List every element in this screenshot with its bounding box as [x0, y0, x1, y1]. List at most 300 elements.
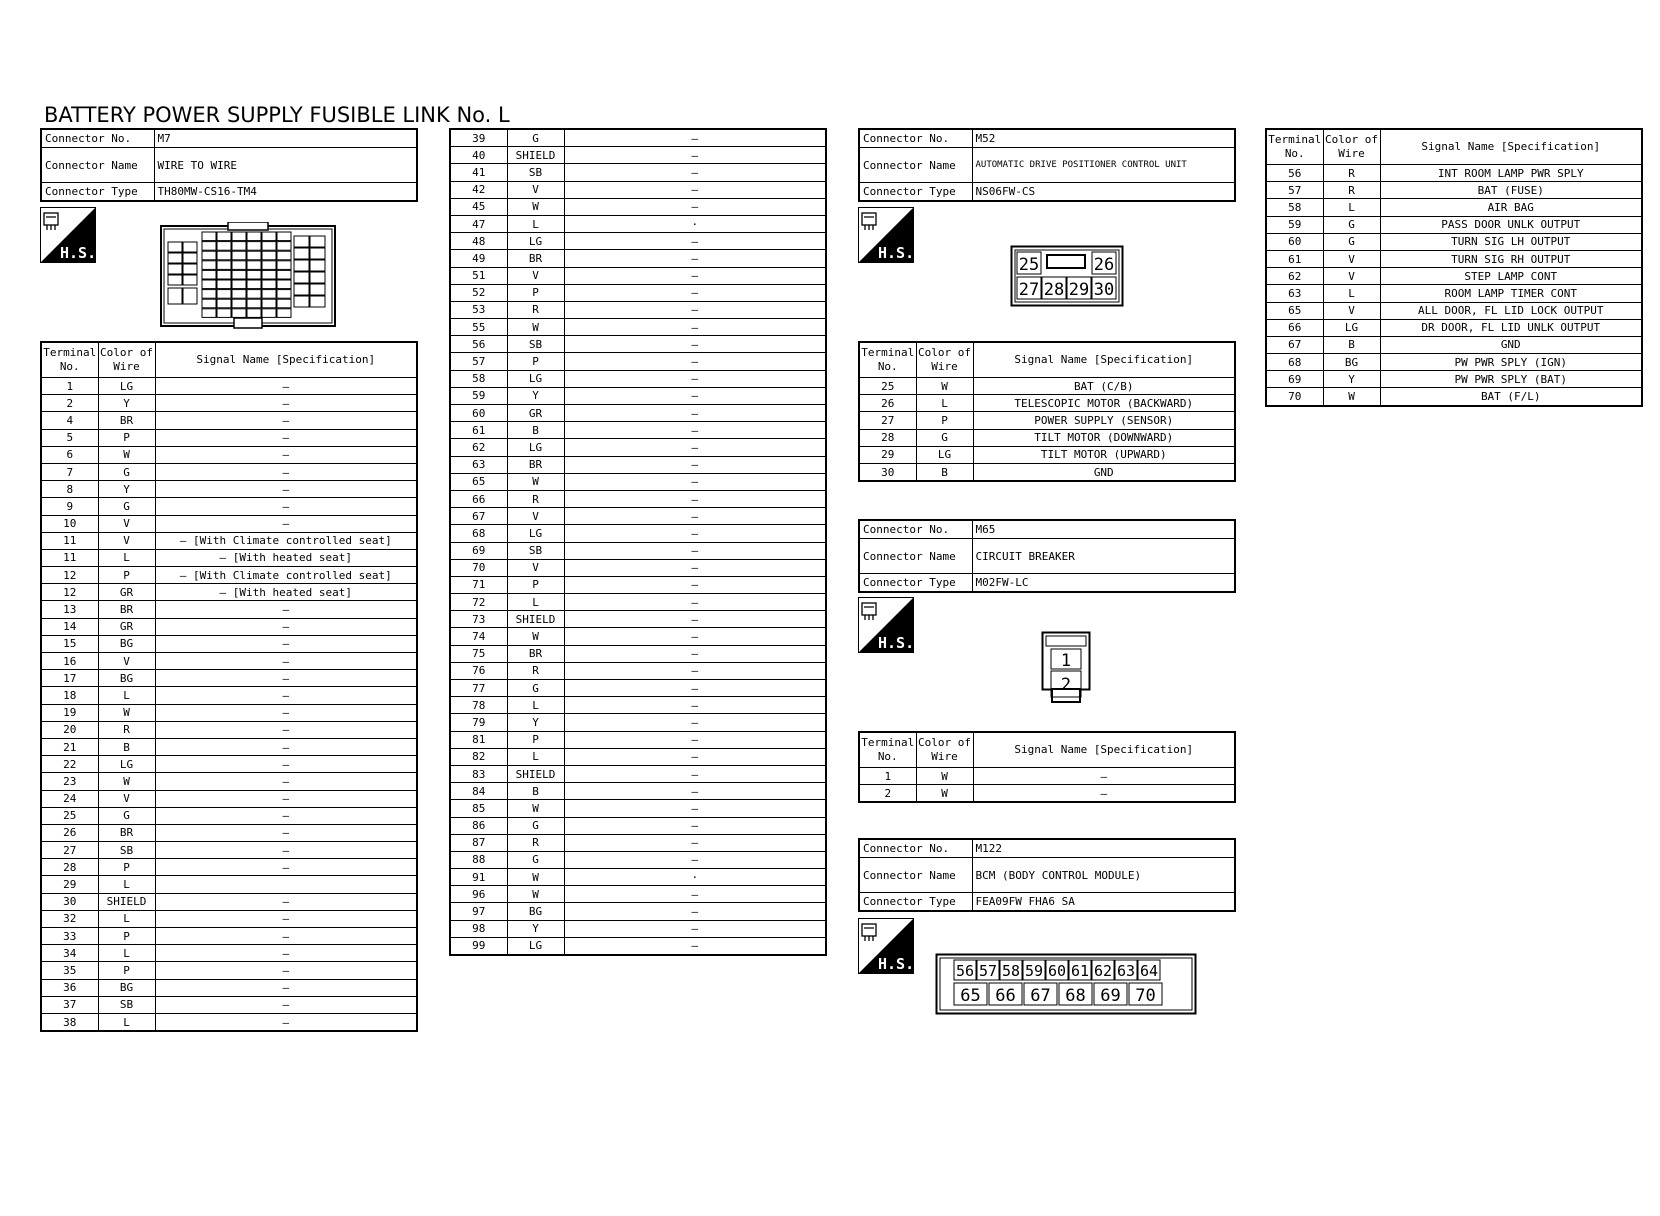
wire-color: B: [1323, 336, 1380, 353]
terminal-no: 37: [41, 996, 98, 1013]
terminal-no: 12: [41, 584, 98, 601]
wire-color: P: [98, 928, 155, 945]
table-row: [450, 215, 826, 232]
wire-color: BG: [98, 979, 155, 996]
table-row: [859, 446, 1235, 463]
table-row: [1266, 285, 1642, 302]
connector-type-label: Connector Type: [859, 183, 972, 202]
table-row: [450, 748, 826, 765]
terminal-no: 82: [450, 748, 507, 765]
wire-color: L: [507, 594, 564, 611]
wire-color: V: [98, 515, 155, 532]
table-row: [41, 842, 417, 859]
signal-name: –: [564, 198, 826, 215]
table-row: [450, 405, 826, 422]
terminal-no: 29: [41, 876, 98, 893]
m122-pin: 68: [1065, 986, 1086, 1006]
table-row: [41, 962, 417, 979]
wire-color: G: [98, 807, 155, 824]
wire-color: W: [507, 628, 564, 645]
terminal-no: 59: [450, 387, 507, 404]
signal-name: –: [564, 817, 826, 834]
table-row: [41, 945, 417, 962]
color-of-wire-header: Color of Wire: [916, 342, 973, 378]
signal-name: –: [155, 635, 417, 652]
signal-name: –: [564, 748, 826, 765]
hs-label: H.S.: [60, 244, 96, 262]
table-row: [41, 515, 417, 532]
wire-color: V: [507, 267, 564, 284]
table-row: [450, 267, 826, 284]
terminal-no: 58: [450, 370, 507, 387]
terminal-no: 59: [1266, 216, 1323, 233]
m122-pin: 63: [1116, 962, 1136, 980]
wire-color: Y: [507, 714, 564, 731]
wire-color: LG: [507, 233, 564, 250]
wire-color: L: [916, 395, 973, 412]
table-row: [450, 542, 826, 559]
wire-color: V: [1323, 302, 1380, 319]
signal-name: –: [564, 250, 826, 267]
table-row: [41, 412, 417, 429]
table-row: [450, 886, 826, 903]
terminal-no: 75: [450, 645, 507, 662]
signal-name: –: [155, 670, 417, 687]
signal-name: –: [155, 910, 417, 927]
wire-color: G: [916, 429, 973, 446]
signal-name: –: [564, 525, 826, 542]
terminal-no: 67: [1266, 336, 1323, 353]
terminal-no: 7: [41, 463, 98, 480]
table-row: [450, 628, 826, 645]
m52-pin: 29: [1068, 280, 1090, 300]
signal-name: ALL DOOR, FL LID LOCK OUTPUT: [1380, 302, 1642, 319]
m122-pin: 59: [1024, 962, 1044, 980]
signal-name: TURN SIG LH OUTPUT: [1380, 233, 1642, 250]
wire-color: G: [1323, 233, 1380, 250]
terminal-no: 66: [450, 490, 507, 507]
signal-name: –: [564, 611, 826, 628]
table-row: [41, 481, 417, 498]
wire-color: BR: [507, 456, 564, 473]
terminal-no: 62: [1266, 268, 1323, 285]
wire-color: W: [507, 886, 564, 903]
table-row: [450, 662, 826, 679]
terminal-no: 40: [450, 147, 507, 164]
table-row: [450, 233, 826, 250]
table-row: [1266, 199, 1642, 216]
table-row: [450, 611, 826, 628]
connector-name-label: Connector Name: [859, 148, 972, 183]
wire-color: V: [507, 559, 564, 576]
m122-connector-no: M122: [972, 839, 1235, 858]
m52-connector-type: NS06FW-CS: [972, 183, 1235, 202]
wire-color: SHIELD: [507, 611, 564, 628]
wire-color: Y: [98, 481, 155, 498]
terminal-no: 70: [1266, 388, 1323, 406]
terminal-no: 65: [1266, 302, 1323, 319]
wire-color: P: [98, 567, 155, 584]
table-row: [41, 704, 417, 721]
signal-name: – [With heated seat]: [155, 549, 417, 566]
table-row: [450, 129, 826, 147]
signal-name: TURN SIG RH OUTPUT: [1380, 250, 1642, 267]
wire-color: Y: [507, 387, 564, 404]
signal-name: AIR BAG: [1380, 199, 1642, 216]
table-row: [450, 714, 826, 731]
connector-no-label: Connector No.: [41, 129, 154, 148]
signal-name: –: [564, 903, 826, 920]
m122-info-table: [858, 838, 1236, 912]
signal-name: –: [564, 628, 826, 645]
table-row: [450, 903, 826, 920]
table-row: [1266, 165, 1642, 182]
wire-color: SB: [98, 996, 155, 1013]
table-row: [41, 446, 417, 463]
signal-name: –: [564, 662, 826, 679]
signal-name: –: [155, 962, 417, 979]
signal-name: –: [155, 859, 417, 876]
terminal-no: 27: [859, 412, 916, 429]
wire-color: BG: [98, 670, 155, 687]
terminal-no: 88: [450, 851, 507, 868]
terminal-no: 85: [450, 800, 507, 817]
wire-color: G: [507, 851, 564, 868]
m7-connector-face: [160, 222, 336, 329]
wire-color: G: [507, 129, 564, 147]
terminal-no: 71: [450, 576, 507, 593]
connector-type-label: Connector Type: [859, 893, 972, 912]
terminal-no: 19: [41, 704, 98, 721]
wire-color: Y: [507, 920, 564, 937]
signal-name: – [With heated seat]: [155, 584, 417, 601]
terminal-no: 79: [450, 714, 507, 731]
signal-name: –: [564, 353, 826, 370]
table-row: [41, 773, 417, 790]
table-row: [41, 567, 417, 584]
table-row: [450, 370, 826, 387]
m52-pin: 26: [1093, 255, 1115, 275]
signal-name: –: [564, 508, 826, 525]
table-row: [450, 508, 826, 525]
m122-pin: 60: [1047, 962, 1067, 980]
terminal-no: 8: [41, 481, 98, 498]
wire-color: L: [1323, 199, 1380, 216]
signal-name: –: [564, 800, 826, 817]
table-row: [1266, 182, 1642, 199]
signal-name: –: [564, 129, 826, 147]
signal-name: BAT (FUSE): [1380, 182, 1642, 199]
terminal-no: 56: [1266, 165, 1323, 182]
wire-color: V: [98, 653, 155, 670]
signal-name: –: [564, 490, 826, 507]
table-row: [450, 765, 826, 782]
signal-name: –: [155, 1013, 417, 1031]
m122-terminal-table: [1265, 128, 1643, 407]
wire-color: V: [1323, 250, 1380, 267]
terminal-no: 35: [41, 962, 98, 979]
terminal-no: 38: [41, 1013, 98, 1031]
terminal-no: 62: [450, 439, 507, 456]
hs-icon: [858, 597, 914, 653]
connector-no-label: Connector No.: [859, 839, 972, 858]
connector-no-label: Connector No.: [859, 129, 972, 148]
terminal-no: 11: [41, 549, 98, 566]
m52-pin: 30: [1093, 280, 1115, 300]
terminal-no: 73: [450, 611, 507, 628]
wire-color: BG: [507, 903, 564, 920]
wire-color: R: [98, 721, 155, 738]
wire-color: L: [98, 687, 155, 704]
signal-name: –: [564, 473, 826, 490]
terminal-no: 36: [41, 979, 98, 996]
signal-name: –: [564, 834, 826, 851]
m65-pin: 1: [1060, 651, 1072, 671]
hs-icon: [40, 207, 96, 263]
m122-pin: 62: [1093, 962, 1113, 980]
table-row: [859, 429, 1235, 446]
terminal-no: 91: [450, 869, 507, 886]
table-row: [450, 319, 826, 336]
wire-color: R: [1323, 182, 1380, 199]
signal-name: –: [564, 370, 826, 387]
signal-name: GND: [973, 463, 1235, 481]
m65-connector-name: CIRCUIT BREAKER: [972, 539, 1235, 574]
wire-color: L: [98, 549, 155, 566]
terminal-no: 4: [41, 412, 98, 429]
signal-name-header: Signal Name [Specification]: [973, 342, 1235, 378]
terminal-no: 14: [41, 618, 98, 635]
signal-name: –: [155, 756, 417, 773]
terminal-no: 30: [41, 893, 98, 910]
table-row: [41, 618, 417, 635]
signal-name: DR DOOR, FL LID UNLK OUTPUT: [1380, 319, 1642, 336]
terminal-no: 26: [41, 824, 98, 841]
terminal-no-header: Terminal No.: [41, 342, 98, 378]
connector-no-label: Connector No.: [859, 520, 972, 539]
table-row: [41, 893, 417, 910]
signal-name: TELESCOPIC MOTOR (BACKWARD): [973, 395, 1235, 412]
terminal-no: 55: [450, 319, 507, 336]
signal-name: ·: [564, 215, 826, 232]
terminal-no: 77: [450, 680, 507, 697]
m7-terminal-table-a: [40, 341, 418, 1032]
terminal-no: 2: [41, 395, 98, 412]
color-of-wire-header: Color of Wire: [916, 732, 973, 768]
table-row: [450, 525, 826, 542]
wire-color: LG: [1323, 319, 1380, 336]
terminal-no: 34: [41, 945, 98, 962]
terminal-no: 76: [450, 662, 507, 679]
terminal-no: 53: [450, 301, 507, 318]
signal-name: TILT MOTOR (UPWARD): [973, 446, 1235, 463]
table-row: [450, 164, 826, 181]
wire-color: P: [507, 576, 564, 593]
wire-color: W: [507, 869, 564, 886]
connector-name-label: Connector Name: [859, 858, 972, 893]
signal-name: –: [155, 498, 417, 515]
terminal-no: 70: [450, 559, 507, 576]
wire-color: GR: [507, 405, 564, 422]
m52-connector-face: [1010, 245, 1124, 307]
signal-name: –: [155, 687, 417, 704]
terminal-no: 72: [450, 594, 507, 611]
wire-color: LG: [98, 756, 155, 773]
signal-name: [155, 876, 417, 893]
signal-name: PASS DOOR UNLK OUTPUT: [1380, 216, 1642, 233]
wire-color: W: [916, 768, 973, 785]
terminal-no: 48: [450, 233, 507, 250]
table-row: [1266, 354, 1642, 371]
signal-name: –: [973, 785, 1235, 803]
terminal-no: 51: [450, 267, 507, 284]
table-row: [41, 721, 417, 738]
wire-color: W: [916, 785, 973, 803]
signal-name: –: [564, 886, 826, 903]
terminal-no: 47: [450, 215, 507, 232]
table-row: [1266, 250, 1642, 267]
signal-name: –: [155, 790, 417, 807]
wire-color: W: [98, 446, 155, 463]
table-row: [41, 928, 417, 945]
signal-name: –: [564, 439, 826, 456]
table-row: [859, 768, 1235, 785]
wire-color: V: [98, 532, 155, 549]
terminal-no: 61: [1266, 250, 1323, 267]
m7-info-table: [40, 128, 418, 202]
wire-color: W: [507, 473, 564, 490]
table-row: [41, 738, 417, 755]
table-row: [450, 387, 826, 404]
table-row: [1266, 233, 1642, 250]
signal-name: –: [155, 515, 417, 532]
wire-color: SB: [98, 842, 155, 859]
table-row: [41, 1013, 417, 1031]
wire-color: G: [507, 817, 564, 834]
signal-name: –: [155, 481, 417, 498]
m122-connector-face: [935, 953, 1197, 1015]
table-row: [41, 532, 417, 549]
signal-name: –: [564, 405, 826, 422]
table-row: [450, 869, 826, 886]
m122-pin: 56: [955, 962, 975, 980]
terminal-no: 58: [1266, 199, 1323, 216]
terminal-no: 1: [859, 768, 916, 785]
connector-name-label: Connector Name: [41, 148, 154, 183]
wire-color: BR: [98, 824, 155, 841]
m122-pin: 61: [1070, 962, 1090, 980]
m122-pin: 57: [978, 962, 998, 980]
wire-color: P: [916, 412, 973, 429]
wire-color: P: [98, 962, 155, 979]
table-row: [450, 336, 826, 353]
m122-pin: 64: [1139, 962, 1159, 980]
wire-color: G: [507, 680, 564, 697]
terminal-no: 20: [41, 721, 98, 738]
signal-name: –: [155, 601, 417, 618]
table-row: [450, 301, 826, 318]
terminal-no: 9: [41, 498, 98, 515]
terminal-no: 81: [450, 731, 507, 748]
terminal-no: 87: [450, 834, 507, 851]
table-row: [450, 490, 826, 507]
wire-color: W: [507, 800, 564, 817]
table-row: [41, 601, 417, 618]
signal-name: STEP LAMP CONT: [1380, 268, 1642, 285]
table-row: [41, 549, 417, 566]
terminal-no: 68: [450, 525, 507, 542]
wire-color: Y: [98, 395, 155, 412]
wire-color: BG: [98, 635, 155, 652]
table-row: [450, 250, 826, 267]
m52-pin: 28: [1043, 280, 1065, 300]
signal-name: ·: [564, 869, 826, 886]
terminal-no: 41: [450, 164, 507, 181]
hs-label: H.S.: [878, 634, 914, 652]
wire-color: R: [507, 301, 564, 318]
terminal-no: 69: [450, 542, 507, 559]
m7-connector-no: M7: [154, 129, 417, 148]
table-row: [41, 824, 417, 841]
terminal-no: 6: [41, 446, 98, 463]
page-title: BATTERY POWER SUPPLY FUSIBLE LINK No. L: [44, 103, 510, 127]
wire-color: L: [507, 697, 564, 714]
table-row: [1266, 302, 1642, 319]
wire-color: LG: [507, 370, 564, 387]
m65-info-table: [858, 519, 1236, 593]
wire-color: SHIELD: [507, 765, 564, 782]
terminal-no: 32: [41, 910, 98, 927]
terminal-no: 86: [450, 817, 507, 834]
m122-pin: 58: [1001, 962, 1021, 980]
signal-name: –: [155, 412, 417, 429]
signal-name: TILT MOTOR (DOWNWARD): [973, 429, 1235, 446]
signal-name: –: [564, 851, 826, 868]
connector-type-label: Connector Type: [41, 183, 154, 202]
wire-color: P: [507, 284, 564, 301]
terminal-no: 25: [859, 378, 916, 395]
table-row: [450, 697, 826, 714]
table-row: [450, 422, 826, 439]
m122-pin: 69: [1100, 986, 1121, 1006]
signal-name: –: [564, 937, 826, 955]
table-row: [450, 920, 826, 937]
terminal-no: 16: [41, 653, 98, 670]
hs-label: H.S.: [878, 955, 914, 973]
signal-name: –: [155, 446, 417, 463]
wire-color: B: [507, 783, 564, 800]
terminal-no: 33: [41, 928, 98, 945]
wire-color: P: [98, 859, 155, 876]
table-row: [450, 731, 826, 748]
signal-name: –: [564, 765, 826, 782]
signal-name: –: [564, 542, 826, 559]
wire-color: W: [98, 773, 155, 790]
wire-color: LG: [507, 439, 564, 456]
wire-color: P: [507, 731, 564, 748]
wire-color: B: [507, 422, 564, 439]
wire-color: BR: [98, 601, 155, 618]
table-row: [1266, 371, 1642, 388]
table-row: [450, 851, 826, 868]
table-row: [41, 498, 417, 515]
signal-name: –: [564, 920, 826, 937]
m52-connector-name: AUTOMATIC DRIVE POSITIONER CONTROL UNIT: [972, 148, 1235, 183]
table-row: [41, 429, 417, 446]
m7-connector-name: WIRE TO WIRE: [154, 148, 417, 183]
signal-name: –: [155, 618, 417, 635]
signal-name: –: [155, 807, 417, 824]
